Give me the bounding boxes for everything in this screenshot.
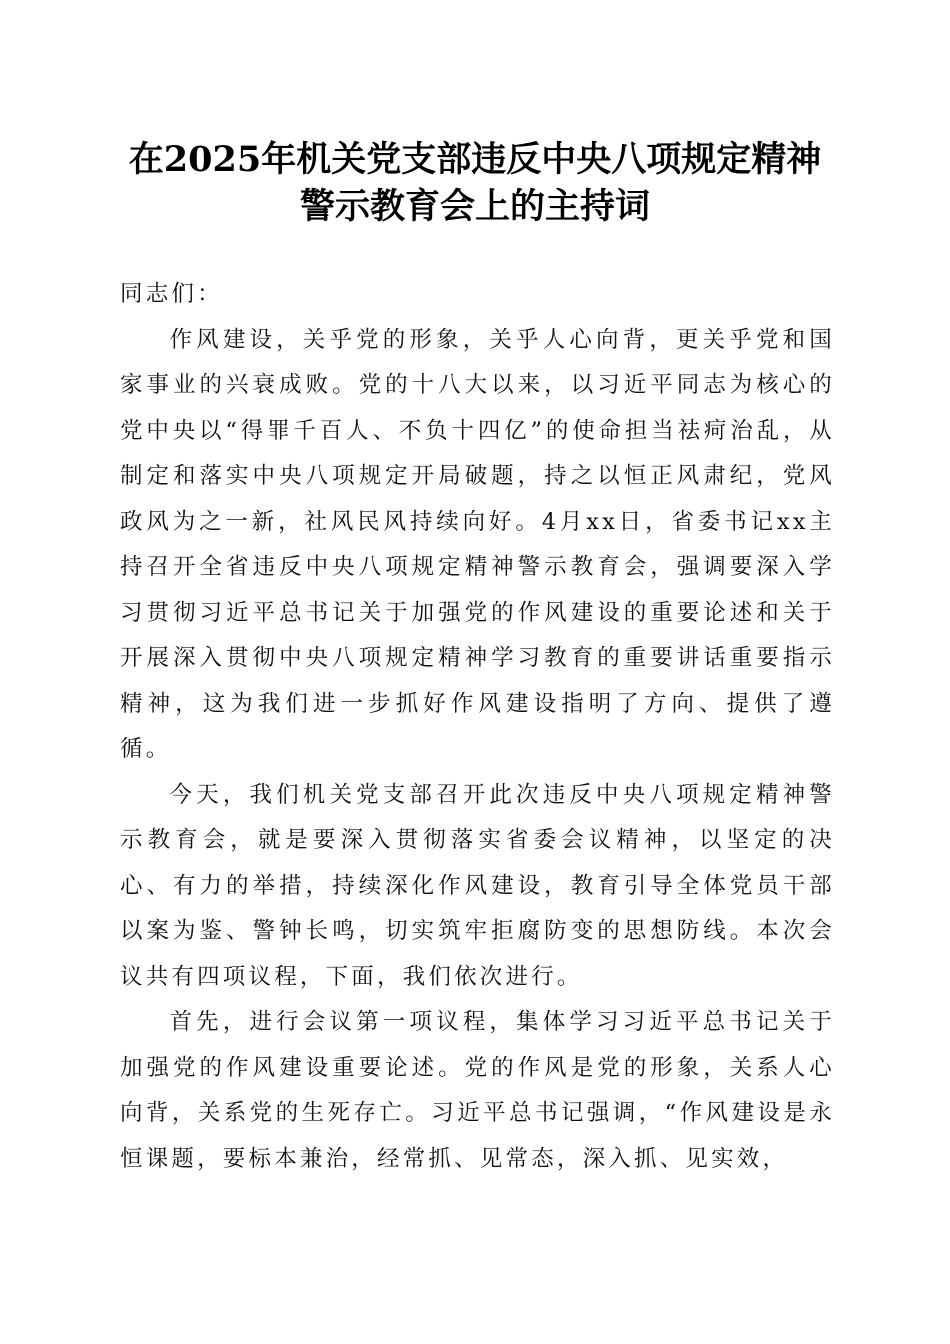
document-body — [120, 272, 835, 1182]
document-title-line-1: 在2025年机关党支部违反中央八项规定精神 — [128, 139, 822, 180]
paragraph-1: 作风建设，关乎党的形象，关乎人心向背，更关乎党和国家事业的兴衰成败。党的十八大以来，以习近平同志为核心的党中央以“得罪千百人、不负十四亿”的使命担当祛疴治乱，从制定和落实中央八项规定开局破题，持之以恒正风肃纪，党风政风为之一新，社风民风持续向好。4月xx日，省委书记xx主持召开全省违反中央八项规定精神警示教育会，强调要深入学习贯彻习近平总书记关于加强党的作风建设的重要论述和关于开展深入贯彻中央八项规定精神学习教育的重要讲话重要指示精神，这为我们进一步抓好作风建设指明了方向、提供了遵循。 — [120, 326, 835, 762]
document-title-line-2: 警示教育会上的主持词 — [299, 186, 650, 227]
paragraph-3: 首先，进行会议第一项议程，集体学习习近平总书记关于加强党的作风建设重要论述。党的作风是党的形象，关系人心向背，关系党的生死存亡。习近平总书记强调，“作风建设是永恒课题，要标本兼治，经常抓、见常态，深入抓、见实效， — [120, 1009, 835, 1172]
paragraph-2: 今天，我们机关党支部召开此次违反中央八项规定精神警示教育会，就是要深入贯彻落实省委会议精神，以坚定的决心、有力的举措，持续深化作风建设，教育引导全体党员干部以案为鉴、警钟长鸣，切实筑牢拒腐防变的思想防线。本次会议共有四项议程，下面，我们依次进行。 — [120, 781, 835, 990]
salutation: 同志们： — [120, 281, 223, 307]
